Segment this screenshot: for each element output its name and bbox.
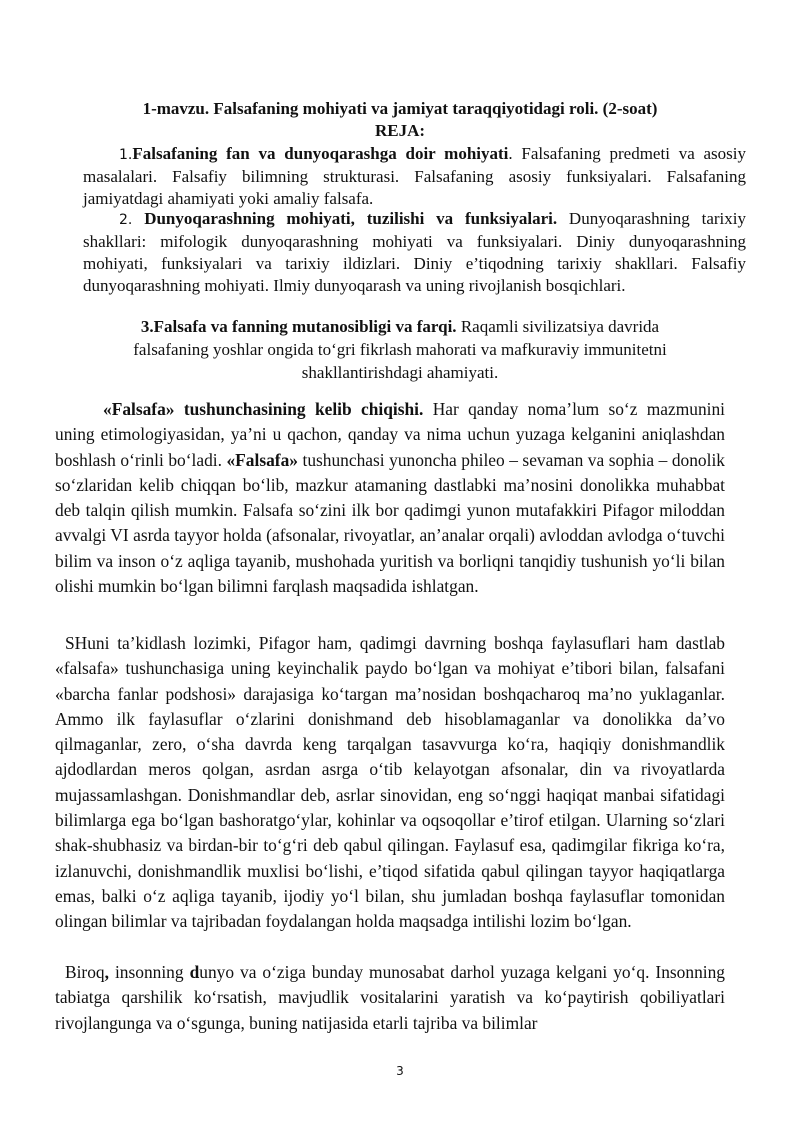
plan-item-1	[83, 143, 746, 210]
paragraph-text: insonning	[108, 962, 190, 982]
plan-item-bold: Falsafaning fan va dunyoqarashga doir mohiyati	[132, 144, 509, 163]
plan-item-text: Raqamli sivilizatsiya davrida falsafaning yoshlar ongida to‘gri fikrlash mahorati va mafkuraviy immunitetni shakllantirishdagi ahamiyati.	[133, 317, 667, 382]
paragraph-text: Har qanday noma’lum so‘z mazmunini uning etimologiyasidan, ya’ni u qachon, qanday va nima uchun yuzaga kelganini aniqlashdan boshlash o‘rinli bo‘ladi.	[55, 399, 725, 470]
paragraph-falsafa-origin	[55, 397, 725, 599]
plan-item-2	[83, 208, 746, 297]
plan-item-bold: .Falsafa va fanning mutanosibligi va farqi.	[149, 317, 457, 336]
paragraph-early-philosophers	[55, 631, 725, 935]
plan-item-text: Dunyoqarashning tarixiy shakllari: mifologik dunyoqarashning mohiyati va funksiyalari. Diniy dunyoqarashning mohiyati, funksiyalari va tarixiy ildizlari. Diniy e’tiqodning tarixiy shakllari. Falsafiy dunyoqarashning mohiyati. Ilmiy dunyoqarash va uning rivojlanish bosqichlari.	[83, 209, 746, 295]
plan-item-number: 2.	[119, 212, 133, 228]
paragraph-text: unyo va o‘ziga bunday munosabat darhol yuzaga kelgani yo‘q. Insonning tabiatga qarshilik ko‘rsatish, mavjudlik vositalarini yaratish va ko‘paytirish qobiliyatlari rivojlangunga va o‘sgunga, buning natijasida etarli tajriba va bilimlar	[55, 962, 725, 1033]
plan-item-text: . Falsafaning predmeti va asosiy masalalari. Falsafiy bilimning strukturasi. Falsafaning asosiy funksiyalari. Falsafaning jamiyatdagi ahamiyati yoki amaliy falsafa.	[83, 144, 746, 208]
paragraph-heading: «Falsafa» tushunchasining kelib chiqishi.	[103, 399, 424, 419]
plan-heading: REJA:	[374, 121, 426, 140]
plan-item-number: 3	[140, 317, 150, 336]
plan-item-number: 1.	[119, 147, 133, 163]
document-title: 1-mavzu. Falsafaning mohiyati va jamiyat taraqqiyotidagi roli. (2-soat)	[142, 99, 658, 118]
paragraph-bold-comma: ,	[104, 962, 109, 982]
paragraph-human-relation	[55, 960, 725, 1036]
paragraph-text: Biroq	[65, 962, 105, 982]
paragraph-bold-letter: d	[189, 962, 200, 982]
paragraph-text: SHuni ta’kidlash lozimki, Pifagor ham, qadimgi davrning boshqa faylasuflari ham dastlab «falsafa» tushunchasiga uning keyinchalik paydo bo‘lgan va mohiyat e’tibori bilan, falsafani «barcha fanlar podshosi» darajasiga ko‘targan ma’nosidan boshqacharoq ma’no yuklaganlar. Ammo ilk faylasuflar o‘zlarini donishmand deb hisoblamaganlar va donolikka da’vo qilmaganlar, zero, o‘sha davrda keng tarqalgan tasavvurga ko‘ra, haqiqiy donishmandlik ajdodlardan meros qolgan, asrdan asrga o‘tib kelayotgan afsonalar, din va rivoyatlarda mujassamlashgan. Donishmandlar deb, asrlar sinovidan, eng so‘nggi haqiqat manbai sifatidagi bilimlarga ega bo‘lgan bashoratgo‘ylar, kohinlar va oqsoqollar e’tirof etilgan. Ularning so‘zlari shak-shubhasiz va birdan-bir to‘g‘ri deb qabul qilingan. Faylasuf esa, qadimgilar fikriga ko‘ra, izlanuvchi, donishmandlik muxlisi bo‘lishi, e’tiqod sifatida qabul qilingan tayyor haqiqatlarga emas, balki o‘z aqliga tayanib, ijodiy yo‘l bilan, shu jumladan boshqa faylasuflar tomonidan olingan bilimlar va tajribadan foydalangan holda maqsadga intilishi lozim bo‘lgan.	[55, 633, 725, 932]
emphasis-term: «Falsafa»	[226, 449, 298, 470]
plan-item-bold: Dunyoqarashning mohiyati, tuzilishi va funksiyalari.	[144, 209, 558, 228]
paragraph-text: tushunchasi yunoncha phileo – sevaman va sophia – donolik so‘zlaridan kelib chiqqan bo‘lib, mazkur atamaning dastlabki ma’nosini donolikka muhabbat deb talqin qilish mumkin. Falsafa so‘zini ilk bor qadimgi yunon mutafakkiri Pifagor miloddan avvalgi VI asrda tayyor holda (afsonalar, rivoyatlar, an’analar orqali) avloddan avlodga o‘tuvchi bilim va inson o‘z aqliga tayanib, mushohada yuritish va borliqni tanqidiy tushunish yo‘li bilan olishi mumkin bo‘lgan bilimni farqlash maqsadida ishlatgan.	[55, 449, 725, 597]
plan-item-3	[110, 315, 690, 384]
page-number: 3	[396, 1064, 404, 1078]
